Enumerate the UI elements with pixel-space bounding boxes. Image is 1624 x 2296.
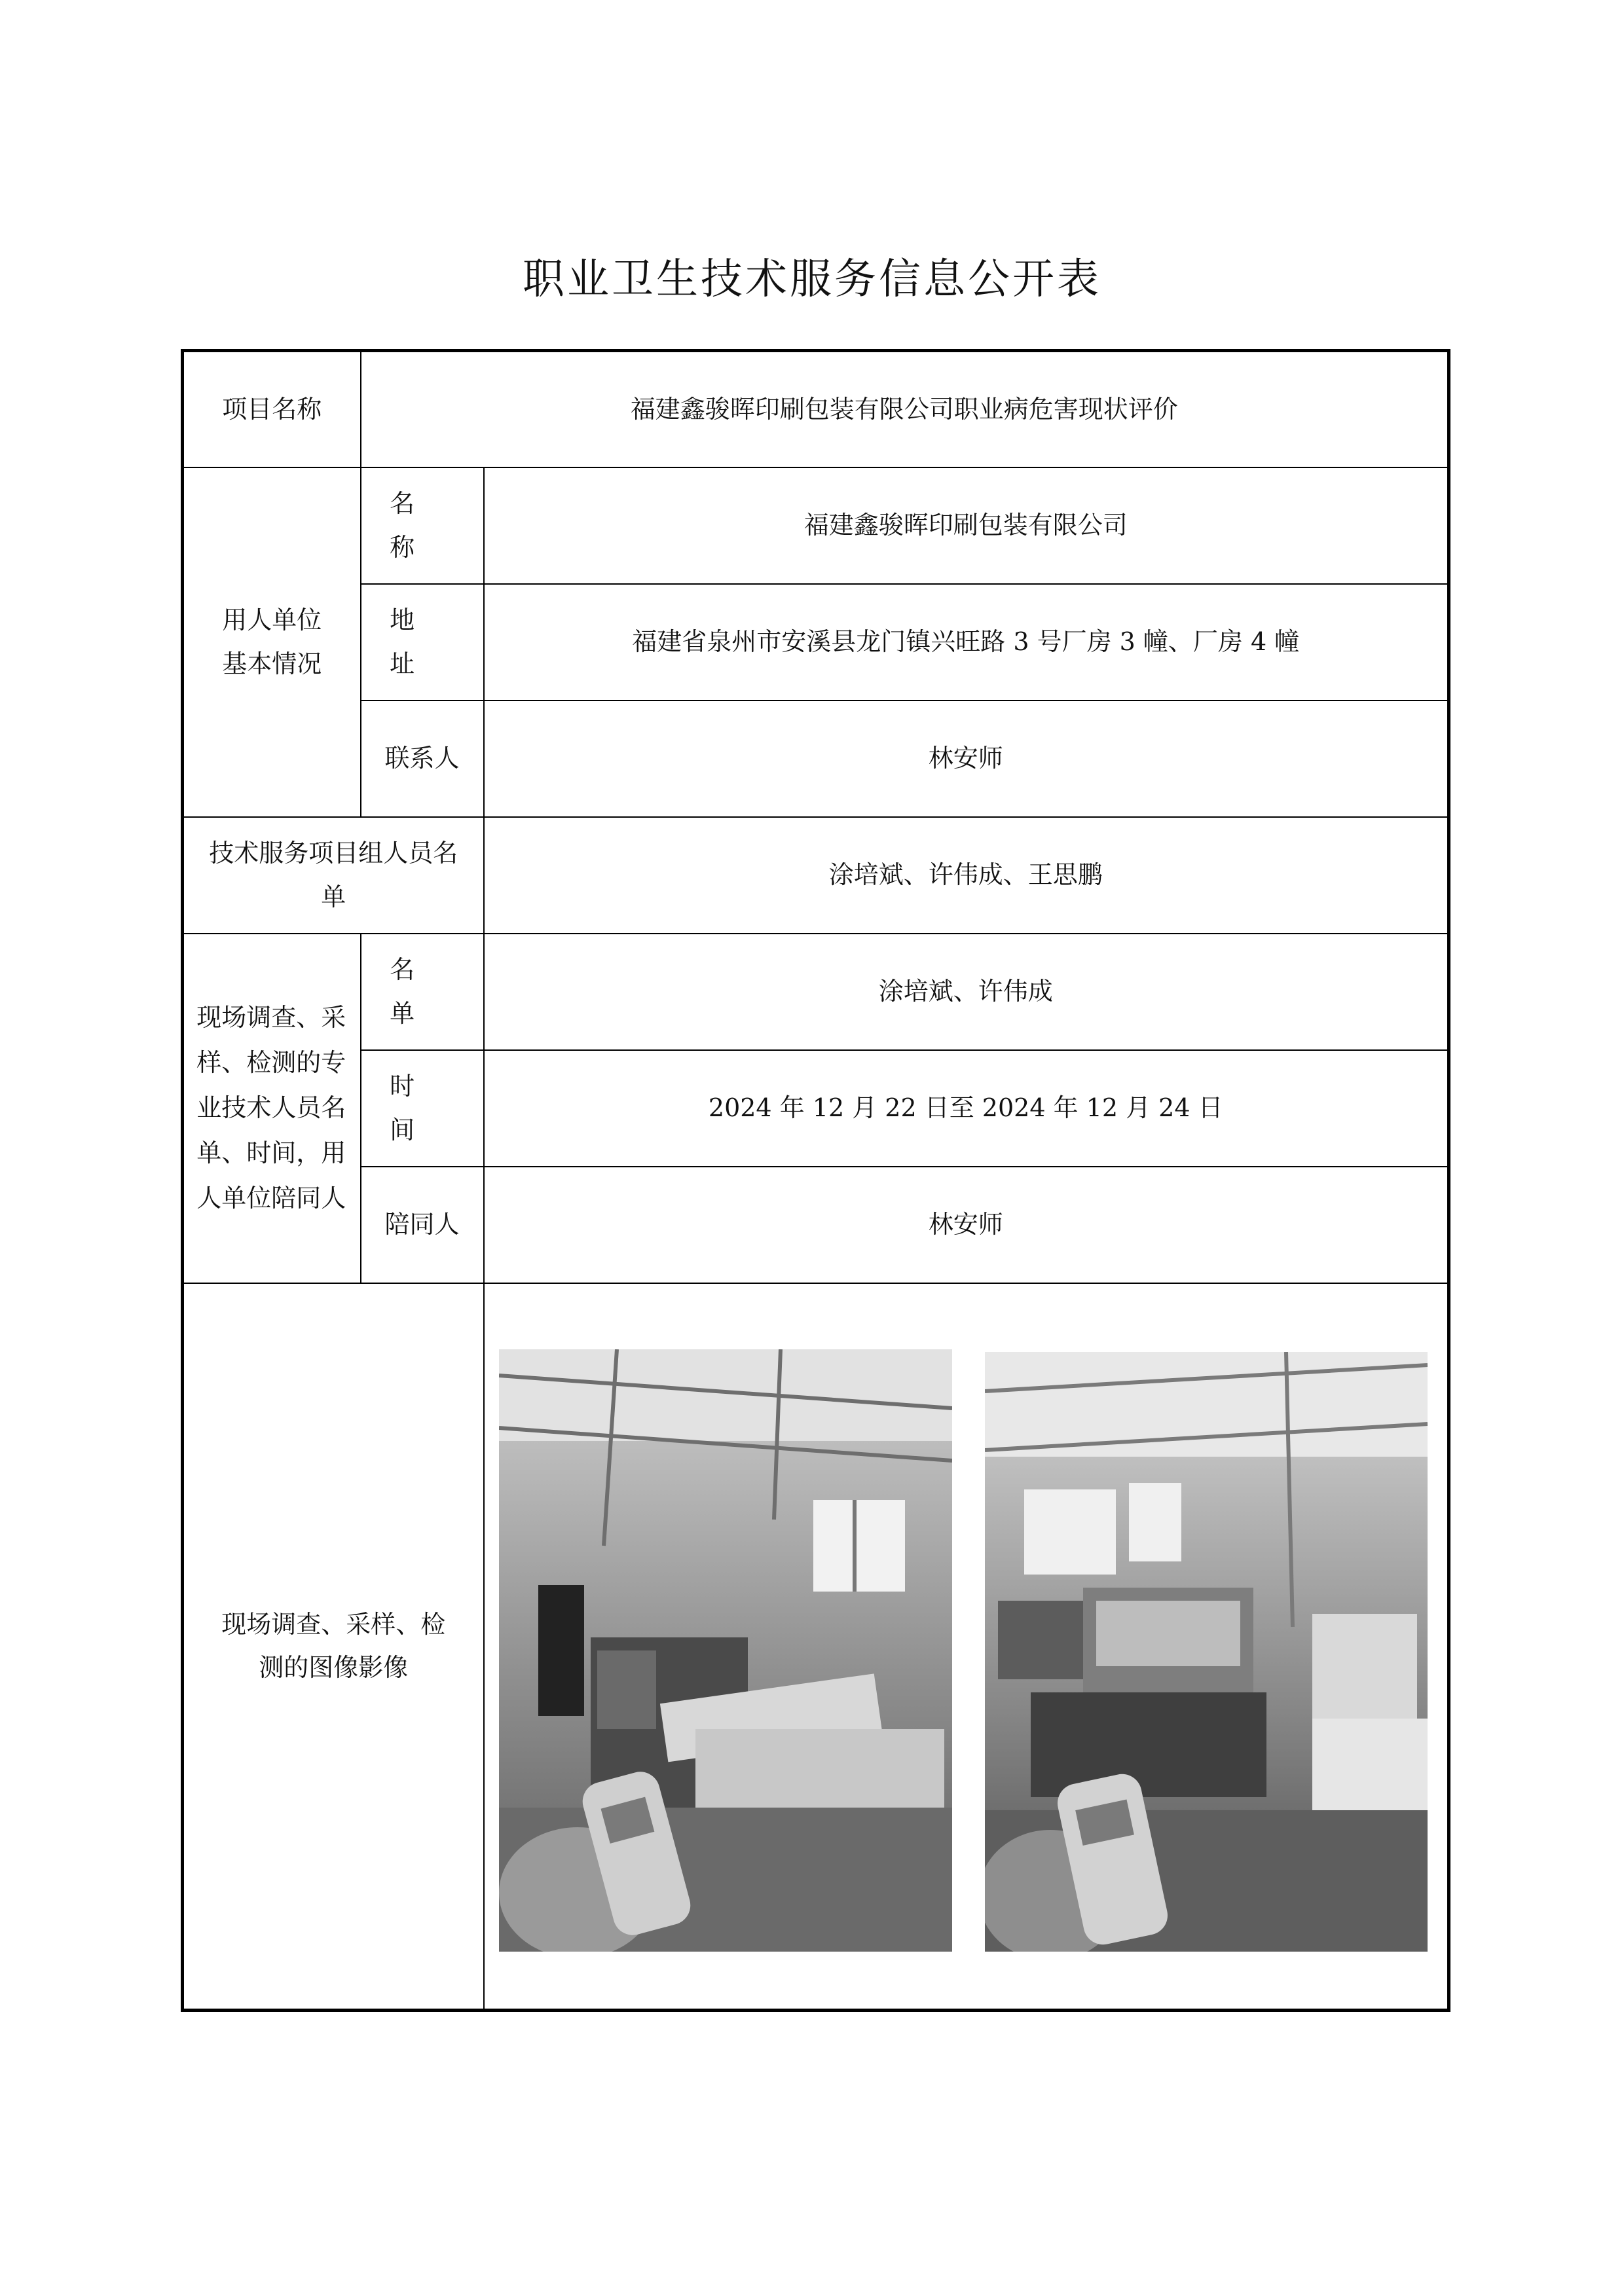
project-name-value: 福建鑫骏晖印刷包装有限公司职业病危害现状评价: [361, 351, 1449, 467]
site-photo-1-image: [499, 1349, 952, 1952]
images-label: [183, 1283, 484, 2011]
employer-contact-value: 林安师: [484, 701, 1449, 817]
team-label: [183, 817, 484, 934]
employer-contact-label: 联系人: [361, 701, 484, 817]
survey-companion-value: 林安师: [484, 1167, 1449, 1283]
info-table: [181, 349, 1450, 2012]
survey-label: [183, 934, 361, 1283]
employer-label: [183, 467, 361, 817]
survey-time-label: 时 间: [361, 1050, 484, 1167]
project-name-label: 项目名称: [183, 351, 361, 467]
site-photo-2-image: [985, 1352, 1428, 1952]
site-photo-1: [499, 1349, 952, 1952]
employer-name-value: 福建鑫骏晖印刷包装有限公司: [484, 467, 1449, 584]
employer-name-label: 名 称: [361, 467, 484, 584]
team-value: 涂培斌、许伟成、王思鹏: [484, 817, 1449, 934]
page-title: 职业卫生技术服务信息公开表: [523, 255, 1101, 304]
site-photo-2: [985, 1352, 1428, 1952]
survey-list-value: 涂培斌、许伟成: [484, 934, 1449, 1050]
employer-address-label: 地 址: [361, 584, 484, 701]
survey-time-value: 2024 年 12 月 22 日至 2024 年 12 月 24 日: [484, 1050, 1449, 1167]
employer-label-text: 用人单位基本情况: [222, 606, 322, 678]
survey-list-label: 名 单: [361, 934, 484, 1050]
employer-address-value: 福建省泉州市安溪县龙门镇兴旺路 3 号厂房 3 幢、厂房 4 幢: [484, 584, 1449, 701]
photo-gallery: [485, 1284, 1448, 2009]
images-cell: [484, 1283, 1449, 2011]
images-label-text: 现场调查、采样、检测的图像影像: [221, 1609, 446, 1683]
survey-label-text: 现场调查、采样、检测的专业技术人员名单、时间，用人单位陪同人: [196, 1002, 346, 1213]
team-label-text: 技术服务项目组人员名单: [209, 839, 458, 911]
survey-companion-label: 陪同人: [361, 1167, 484, 1283]
